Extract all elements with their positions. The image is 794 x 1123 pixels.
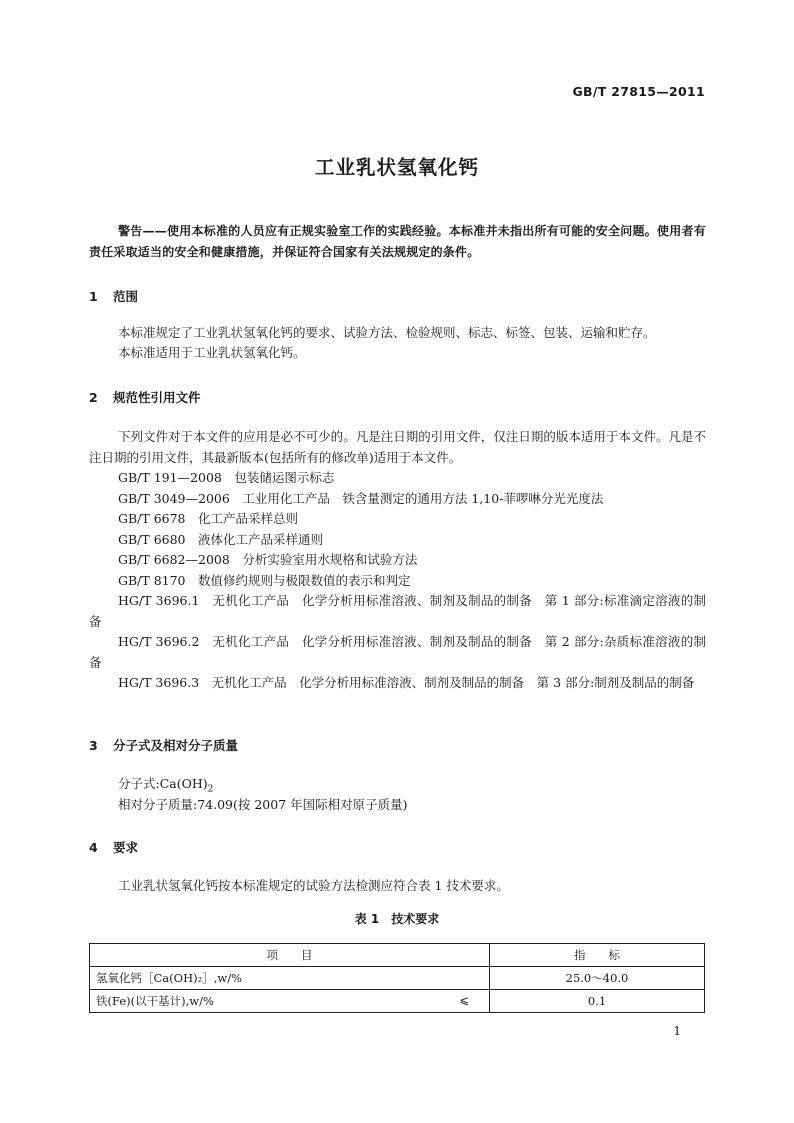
section-title: 规范性引用文件 — [113, 390, 201, 405]
row-item-label: 氢氧化钙［Ca(OH)₂］,w/% — [96, 971, 242, 985]
reference-title: 工业用化工产品 铁含量测定的通用方法 1,10-菲啰啉分光光度法 — [242, 491, 604, 506]
table-header-row — [90, 944, 705, 967]
row-item-label: 铁(Fe)(以干基计),w/% — [96, 994, 214, 1008]
reference-item — [118, 509, 298, 530]
reference-item — [118, 530, 323, 551]
reference-title: 数值修约规则与极限数值的表示和判定 — [198, 573, 411, 588]
row-item — [90, 967, 490, 990]
reference-title: 无机化工产品 化学分析用标准溶液、制剂及制品的制备 第 2 部分:杂质标准溶液的制备 — [89, 634, 706, 670]
reference-title: 包装储运图示标志 — [234, 470, 335, 485]
section-number: 3 — [89, 738, 98, 753]
section-1-heading — [89, 287, 138, 305]
standard-code: GB/T 27815—2011 — [572, 84, 705, 99]
section-number: 1 — [89, 289, 98, 304]
warning-paragraph: 警告——使用本标准的人员应有正规实验室工作的实践经验。本标准并未指出所有可能的安全问题。使用者有责任采取适当的安全和健康措施，并保证符合国家有关法规规定的条件。 — [89, 224, 706, 259]
reference-item — [118, 550, 417, 571]
reference-code: GB/T 6680 — [118, 532, 186, 547]
reference-item — [118, 489, 603, 510]
section-title: 分子式及相对分子质量 — [113, 738, 239, 753]
table-row — [90, 990, 705, 1013]
reference-title: 无机化工产品 化学分析用标准溶液、制剂及制品的制备 第 3 部分:制剂及制品的制备 — [211, 675, 695, 690]
molecular-mass: 相对分子质量:74.09(按 2007 年国际相对原子质量) — [118, 797, 408, 812]
spec-table — [89, 943, 705, 1013]
reference-title: 液体化工产品采样通则 — [198, 532, 324, 547]
row-item — [90, 990, 490, 1013]
section-title: 要求 — [113, 840, 139, 855]
reference-title: 无机化工产品 化学分析用标准溶液、制剂及制品的制备 第 1 部分:标准滴定溶液的制备 — [89, 593, 706, 629]
section-4-heading — [89, 838, 138, 856]
scope-paragraph-2: 本标准适用于工业乳状氢氧化钙。 — [118, 345, 306, 360]
section-title: 范围 — [113, 289, 139, 304]
reference-code: GB/T 191—2008 — [118, 470, 222, 485]
section-number: 4 — [89, 840, 98, 855]
header-value: 指 标 — [490, 944, 705, 967]
page-number: 1 — [673, 1024, 681, 1038]
document-title: 工业乳状氢氧化钙 — [314, 156, 479, 179]
reference-item — [89, 591, 706, 632]
formula-label: 分子式: — [118, 776, 160, 791]
reference-code: GB/T 6678 — [118, 511, 186, 526]
formula-subscript: 2 — [207, 784, 214, 795]
reference-code: GB/T 8170 — [118, 573, 186, 588]
header-item: 项 目 — [90, 944, 490, 967]
section-2-heading — [89, 388, 201, 406]
reference-code: GB/T 6682—2008 — [118, 552, 230, 567]
section-number: 2 — [89, 390, 98, 405]
references-intro: 下列文件对于本文件的应用是必不可少的。凡是注日期的引用文件，仅注日期的版本适用于本文件。凡是不注日期的引用文件，其最新版本(包括所有的修改单)适用于本文件。 — [89, 429, 706, 465]
reference-code: HG/T 3696.1 — [118, 593, 200, 608]
row-value: 25.0～40.0 — [490, 967, 705, 990]
table-row — [90, 967, 705, 990]
reference-code: HG/T 3696.3 — [118, 675, 200, 690]
row-comparator: ⩽ — [459, 993, 469, 1007]
section-3-heading — [89, 736, 238, 754]
requirements-paragraph: 工业乳状氢氧化钙按本标准规定的试验方法检测应符合表 1 技术要求。 — [118, 878, 509, 893]
formula-value: Ca(OH) — [159, 776, 208, 791]
reference-item — [89, 632, 706, 673]
scope-paragraph-1: 本标准规定了工业乳状氢氧化钙的要求、试验方法、检验规则、标志、标签、包装、运输和贮存。 — [118, 325, 656, 340]
table-caption: 表 1 技术要求 — [354, 912, 440, 926]
row-value: 0.1 — [490, 990, 705, 1013]
reference-item — [89, 673, 706, 694]
reference-item — [118, 468, 334, 489]
reference-title: 化工产品采样总则 — [198, 511, 299, 526]
reference-code: GB/T 3049—2006 — [118, 491, 230, 506]
reference-title: 分析实验室用水规格和试验方法 — [242, 552, 418, 567]
reference-item — [118, 571, 411, 592]
reference-code: HG/T 3696.2 — [118, 634, 200, 649]
